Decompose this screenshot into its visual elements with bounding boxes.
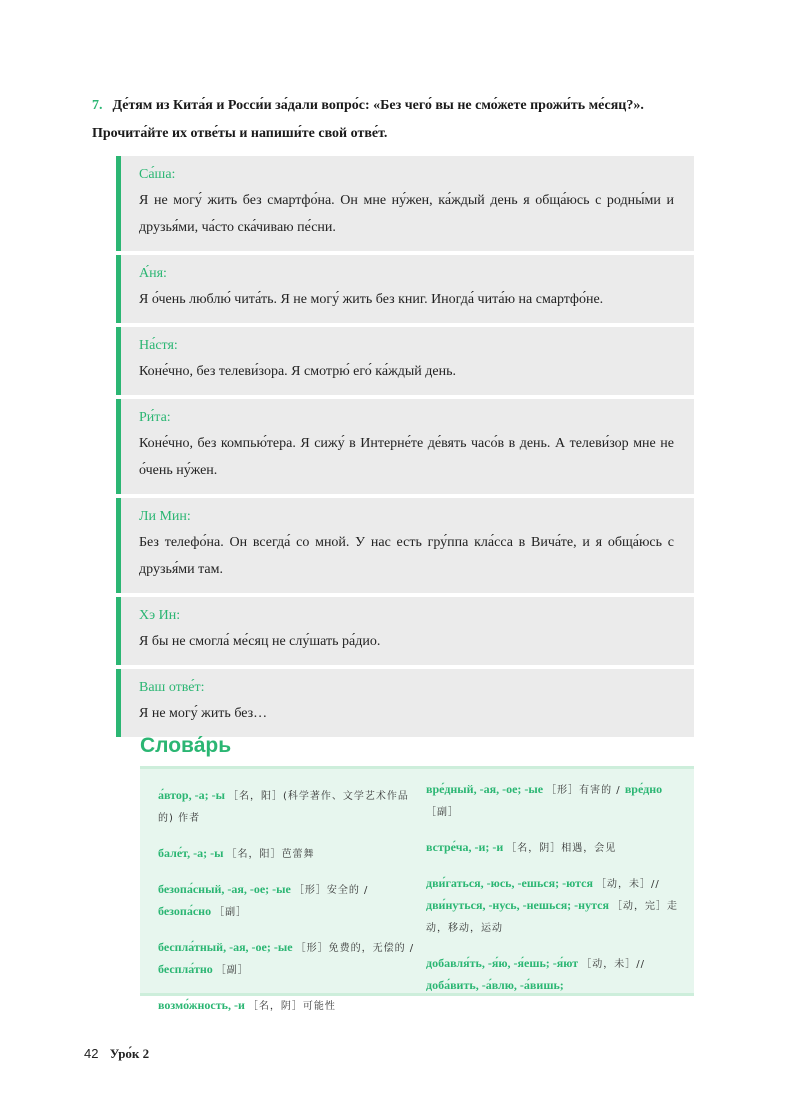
speaker-name: Ваш отве́т: — [139, 680, 205, 695]
vocabulary-title: Слова́рь — [140, 734, 232, 757]
vocab-word-derived: беспла́тно — [158, 962, 213, 976]
vocab-word: дви́гаться, -юсь, -ешься; -ются — [426, 876, 593, 890]
vocab-gloss: ［名，阳］芭蕾舞 — [226, 849, 315, 860]
page-number: 42 — [84, 1046, 99, 1061]
vocab-entry — [426, 837, 682, 859]
vocab-gloss: ［动，未］// — [581, 959, 645, 970]
vocab-gloss-derived: ［副］ — [214, 907, 248, 918]
speech-text: Я не могу́ жить без… — [139, 706, 268, 721]
speech-text: Коне́чно, без компью́тера. Я сижу́ в Интерне́те де́вять часо́в в день. А телеви́зор мне не о́чень ну́жен. — [139, 436, 674, 478]
vocab-entry — [158, 785, 420, 829]
vocab-entry — [426, 779, 682, 823]
speech-text: Я бы не смогла́ ме́сяц не слу́шать ра́дио. — [139, 634, 381, 649]
vocab-gloss-derived: ［副］ — [426, 807, 459, 818]
vocab-gloss: ［名，阳］(科学著作、文学艺术作品的) 作者 — [158, 791, 409, 824]
vocab-entry — [158, 937, 420, 981]
vocab-gloss: ［形］免费的，无偿的 / — [295, 943, 415, 954]
vocab-word: беспла́тный, -ая, -ое; -ые — [158, 940, 293, 954]
vocab-entry — [426, 953, 682, 995]
task-line-2: Прочита́йте их отве́ты и напиши́те свой отве́т. — [92, 126, 388, 141]
vocabulary-column-left — [158, 785, 420, 1012]
dialogue-card-your-answer — [116, 669, 694, 737]
vocabulary-column-right — [420, 779, 682, 992]
vocab-word: добавля́ть, -я́ю, -я́ешь; -я́ют — [426, 956, 579, 970]
task-heading — [92, 92, 712, 148]
vocab-gloss-derived: ［副］ — [215, 965, 249, 976]
dialogue-card-rita — [116, 399, 694, 494]
vocab-word-derived: доба́вить, -а́влю, -а́вишь; — [426, 978, 564, 992]
vocab-gloss: ［形］安全的 / — [293, 885, 369, 896]
vocab-entry — [426, 873, 682, 939]
vocab-entry — [158, 843, 420, 865]
speaker-name: Хэ Ин: — [139, 608, 181, 623]
vocab-gloss: ［形］有害的 / — [546, 785, 625, 796]
vocab-gloss: ［名，阴］相遇，会见 — [506, 843, 617, 854]
vocab-gloss: ［动，未］// — [595, 879, 660, 890]
dialogue-card-he-in — [116, 597, 694, 665]
vocab-word-derived: вре́дно — [624, 782, 663, 796]
dialogue-list — [116, 156, 694, 741]
vocab-gloss: ［名，阴］可能性 — [247, 1001, 336, 1012]
speech-text: Я не могу́ жить без смартфо́на. Он мне ну́жен, ка́ждый день я обща́юсь с родны́ми и друзья́ми, ча́сто ска́чиваю пе́сни. — [139, 193, 674, 235]
vocab-word: бале́т, -а; -ы — [158, 846, 224, 860]
dialogue-card-li-min — [116, 498, 694, 593]
vocab-word: возмо́жность, -и — [158, 998, 245, 1012]
speech-text: Без телефо́на. Он всегда́ со мной. У нас есть гру́ппа кла́сса в Вича́те, и я обща́юсь с друзья́ми там. — [139, 535, 674, 577]
speaker-name: На́стя: — [139, 338, 178, 353]
dialogue-card-sasha — [116, 156, 694, 251]
vocab-word: безопа́сный, -ая, -ое; -ые — [158, 882, 291, 896]
dialogue-card-anya — [116, 255, 694, 323]
task-line-1: Де́тям из Кита́я и Росси́и за́дали вопро́с: «Без чего́ вы не смо́жете прожи́ть ме́сяц?». — [112, 98, 644, 113]
speaker-name: А́ня: — [139, 266, 167, 281]
vocab-entry — [158, 995, 420, 1017]
vocabulary-box — [140, 766, 694, 1012]
dialogue-card-nastya — [116, 327, 694, 395]
task-number: 7. — [92, 98, 103, 113]
speech-text: Я о́чень люблю́ чита́ть. Я не могу́ жить без книг. Иногда́ чита́ю на смартфо́не. — [139, 292, 604, 307]
vocab-word: встре́ча, -и; -и — [426, 840, 504, 854]
vocab-entry — [158, 879, 420, 923]
speech-text: Коне́чно, без телеви́зора. Я смотрю́ его́ ка́ждый день. — [139, 364, 456, 379]
speaker-name: Са́ша: — [139, 167, 176, 182]
speaker-name: Ли Мин: — [139, 509, 191, 524]
vocab-word: а́втор, -а; -ы — [158, 788, 225, 802]
vocab-gloss-derived: ［动，完］走动，移动，运动 — [426, 901, 678, 934]
vocab-word-derived: безопа́сно — [158, 904, 212, 918]
vocab-word: вре́дный, -ая, -ое; -ые — [426, 782, 544, 796]
speaker-name: Ри́та: — [139, 410, 171, 425]
lesson-label: Уро́к 2 — [109, 1046, 150, 1061]
vocab-word-derived: дви́нуться, -нусь, -нешься; -нутся — [426, 898, 609, 912]
page-footer — [84, 1046, 149, 1062]
